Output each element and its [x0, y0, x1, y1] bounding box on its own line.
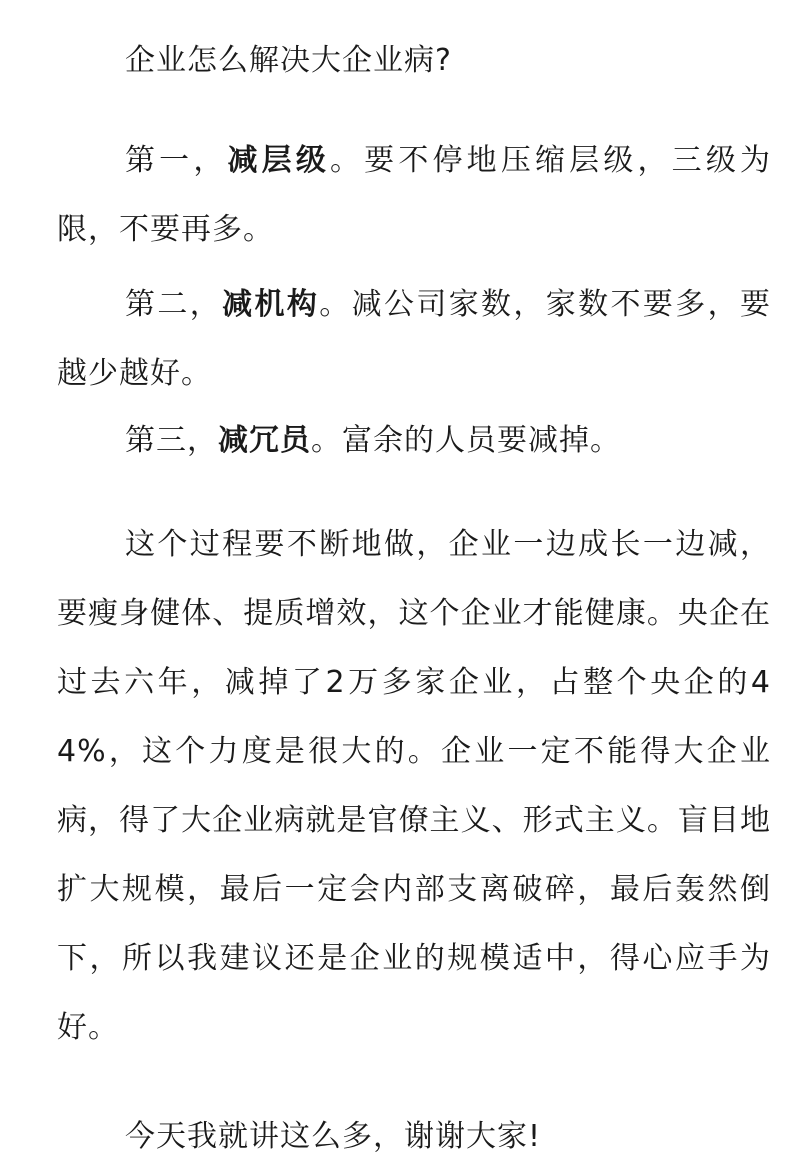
- point-1-text: 。要不停地压缩层级，三级为限，不要再多。: [57, 143, 771, 247]
- point-3-lead: 第三，: [125, 423, 218, 458]
- point-3-keyword: 减冗员: [218, 423, 311, 458]
- point-2-keyword: 减机构: [222, 287, 320, 322]
- point-2-text: 。减公司家数，家数不要多，要越少越好。: [57, 287, 772, 391]
- point-1-lead: 第一，: [125, 143, 228, 178]
- closing-paragraph: 今天我就讲这么多，谢谢大家!: [125, 1119, 542, 1154]
- point-3-text: 。富余的人员要减掉。: [311, 423, 621, 458]
- process-paragraph: 这个过程要不断地做，企业一边成长一边减，要瘦身健体、提质增效，这个企业才能健康。央企在过去六年，减掉了2万多家企业，占整个央企的44%，这个力度是很大的。企业一定不能得大企业病，得了大企业病就是官僚主义、形式主义。盲目地扩大规模，最后一定会内部支离破碎，最后轰然倒下，所以我建议还是企业的规模适中，得心应手为好。: [57, 527, 771, 1045]
- question-paragraph: 企业怎么解决大企业病?: [125, 43, 452, 78]
- point-paragraph-1: [57, 126, 771, 264]
- point-1-keyword: 减层级: [227, 143, 330, 178]
- point-2-lead: 第二，: [125, 287, 223, 322]
- point-paragraph-3: [57, 406, 771, 475]
- point-paragraph-2: [57, 270, 771, 408]
